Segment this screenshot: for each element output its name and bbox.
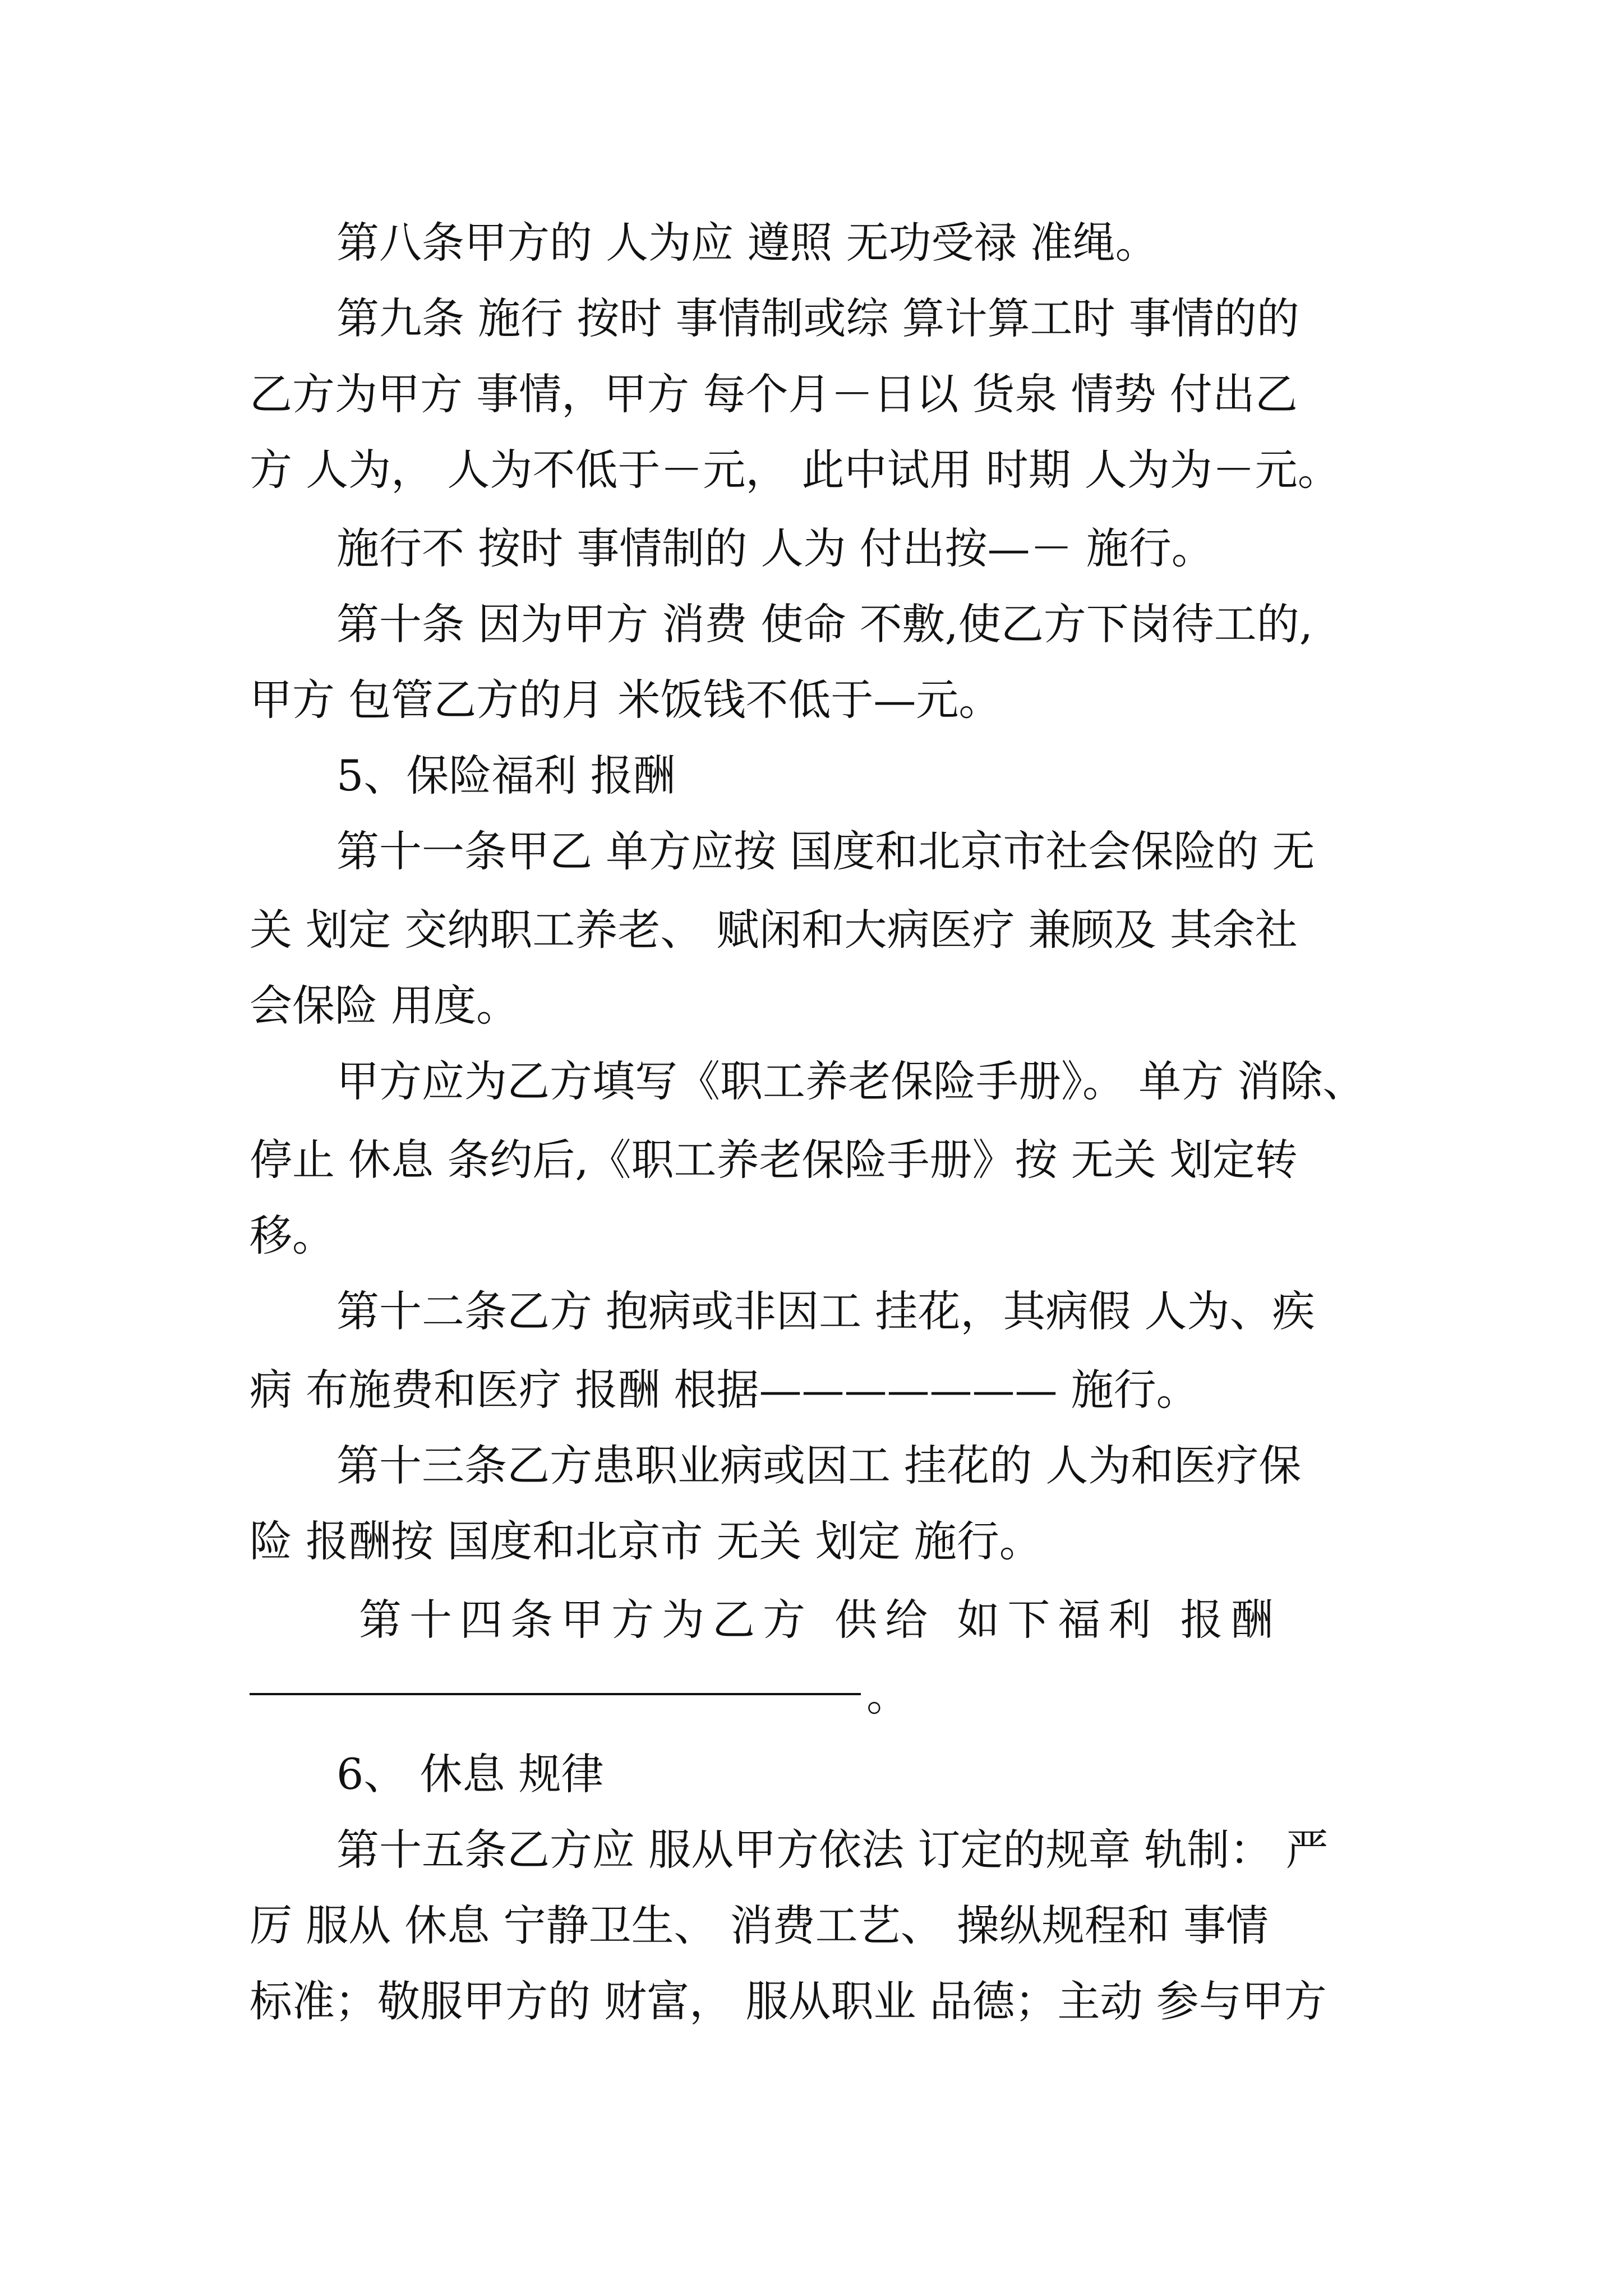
text-line: 第十三条乙方患职业病或因工 挂花的 人为和医疗保	[336, 1441, 1302, 1490]
text-line: 第十四条甲方为乙方 供给 如下福利 报酬	[359, 1595, 1281, 1645]
text-line: 厉 服从 休息 宁静卫生、 消费工艺、 操纵规程和 事情	[250, 1901, 1269, 1950]
text-line: 第十一条甲乙 单方应按 国度和北京市社会保险的 无	[336, 826, 1315, 876]
blank-underline	[250, 1693, 861, 1695]
section-heading: 5、保险福利 报酬	[336, 751, 676, 800]
text-line: 停止 休息 条约后,《职工养老保险手册》按 无关 划定转	[250, 1135, 1298, 1185]
text-line: 甲方应为乙方填写《职工养老保险手册》。 单方 消除、	[336, 1056, 1366, 1106]
text-line: 第十二条乙方 抱病或非因工 挂花，其病假 人为、疾	[336, 1286, 1315, 1336]
text-line: 险 报酬按 国度和北京市 无关 划定 施行。	[250, 1516, 1042, 1566]
text-line: 病 布施费和医疗 报酬 根据——————— 施行。	[250, 1365, 1199, 1415]
text-line: 会保险 用度。	[250, 981, 519, 1030]
text-line: 方 人为， 人为不低于－元， 此中试用 时期 人为为－元。	[250, 445, 1340, 495]
text-line: 第九条 施行 按时 事情制或综 算计算工时 事情的的	[336, 293, 1299, 343]
section-heading: 6、 休息 规律	[336, 1749, 604, 1799]
text-line: 第十条 因为甲方 消费 使命 不敷,使乙方下岗待工的,	[336, 599, 1313, 649]
text-line: 甲方 包管乙方的月 米饭钱不低于—元。	[250, 675, 1002, 725]
text-line: 标准；敬服甲方的 财富， 服从职业 品德；主动 参与甲方	[250, 1976, 1327, 2026]
text-line: 移。	[250, 1211, 335, 1260]
text-line: 乙方为甲方 事情，甲方 每个月－日以 货泉 情势 付出乙	[250, 369, 1298, 419]
text-line: 第八条甲方的 人为应 遵照 无功受禄 准绳。	[336, 218, 1158, 268]
text-line: 第十五条乙方应 服从甲方依法 订定的规章 轨制： 严	[336, 1825, 1329, 1875]
text-line: 关 划定 交纳职工养老、 赋闲和大病医疗 兼顾及 其余社	[250, 905, 1298, 955]
sentence-period: 。	[866, 1671, 909, 1720]
text-line: 施行不 按时 事情制的 人为 付出按—－ 施行。	[336, 523, 1214, 573]
